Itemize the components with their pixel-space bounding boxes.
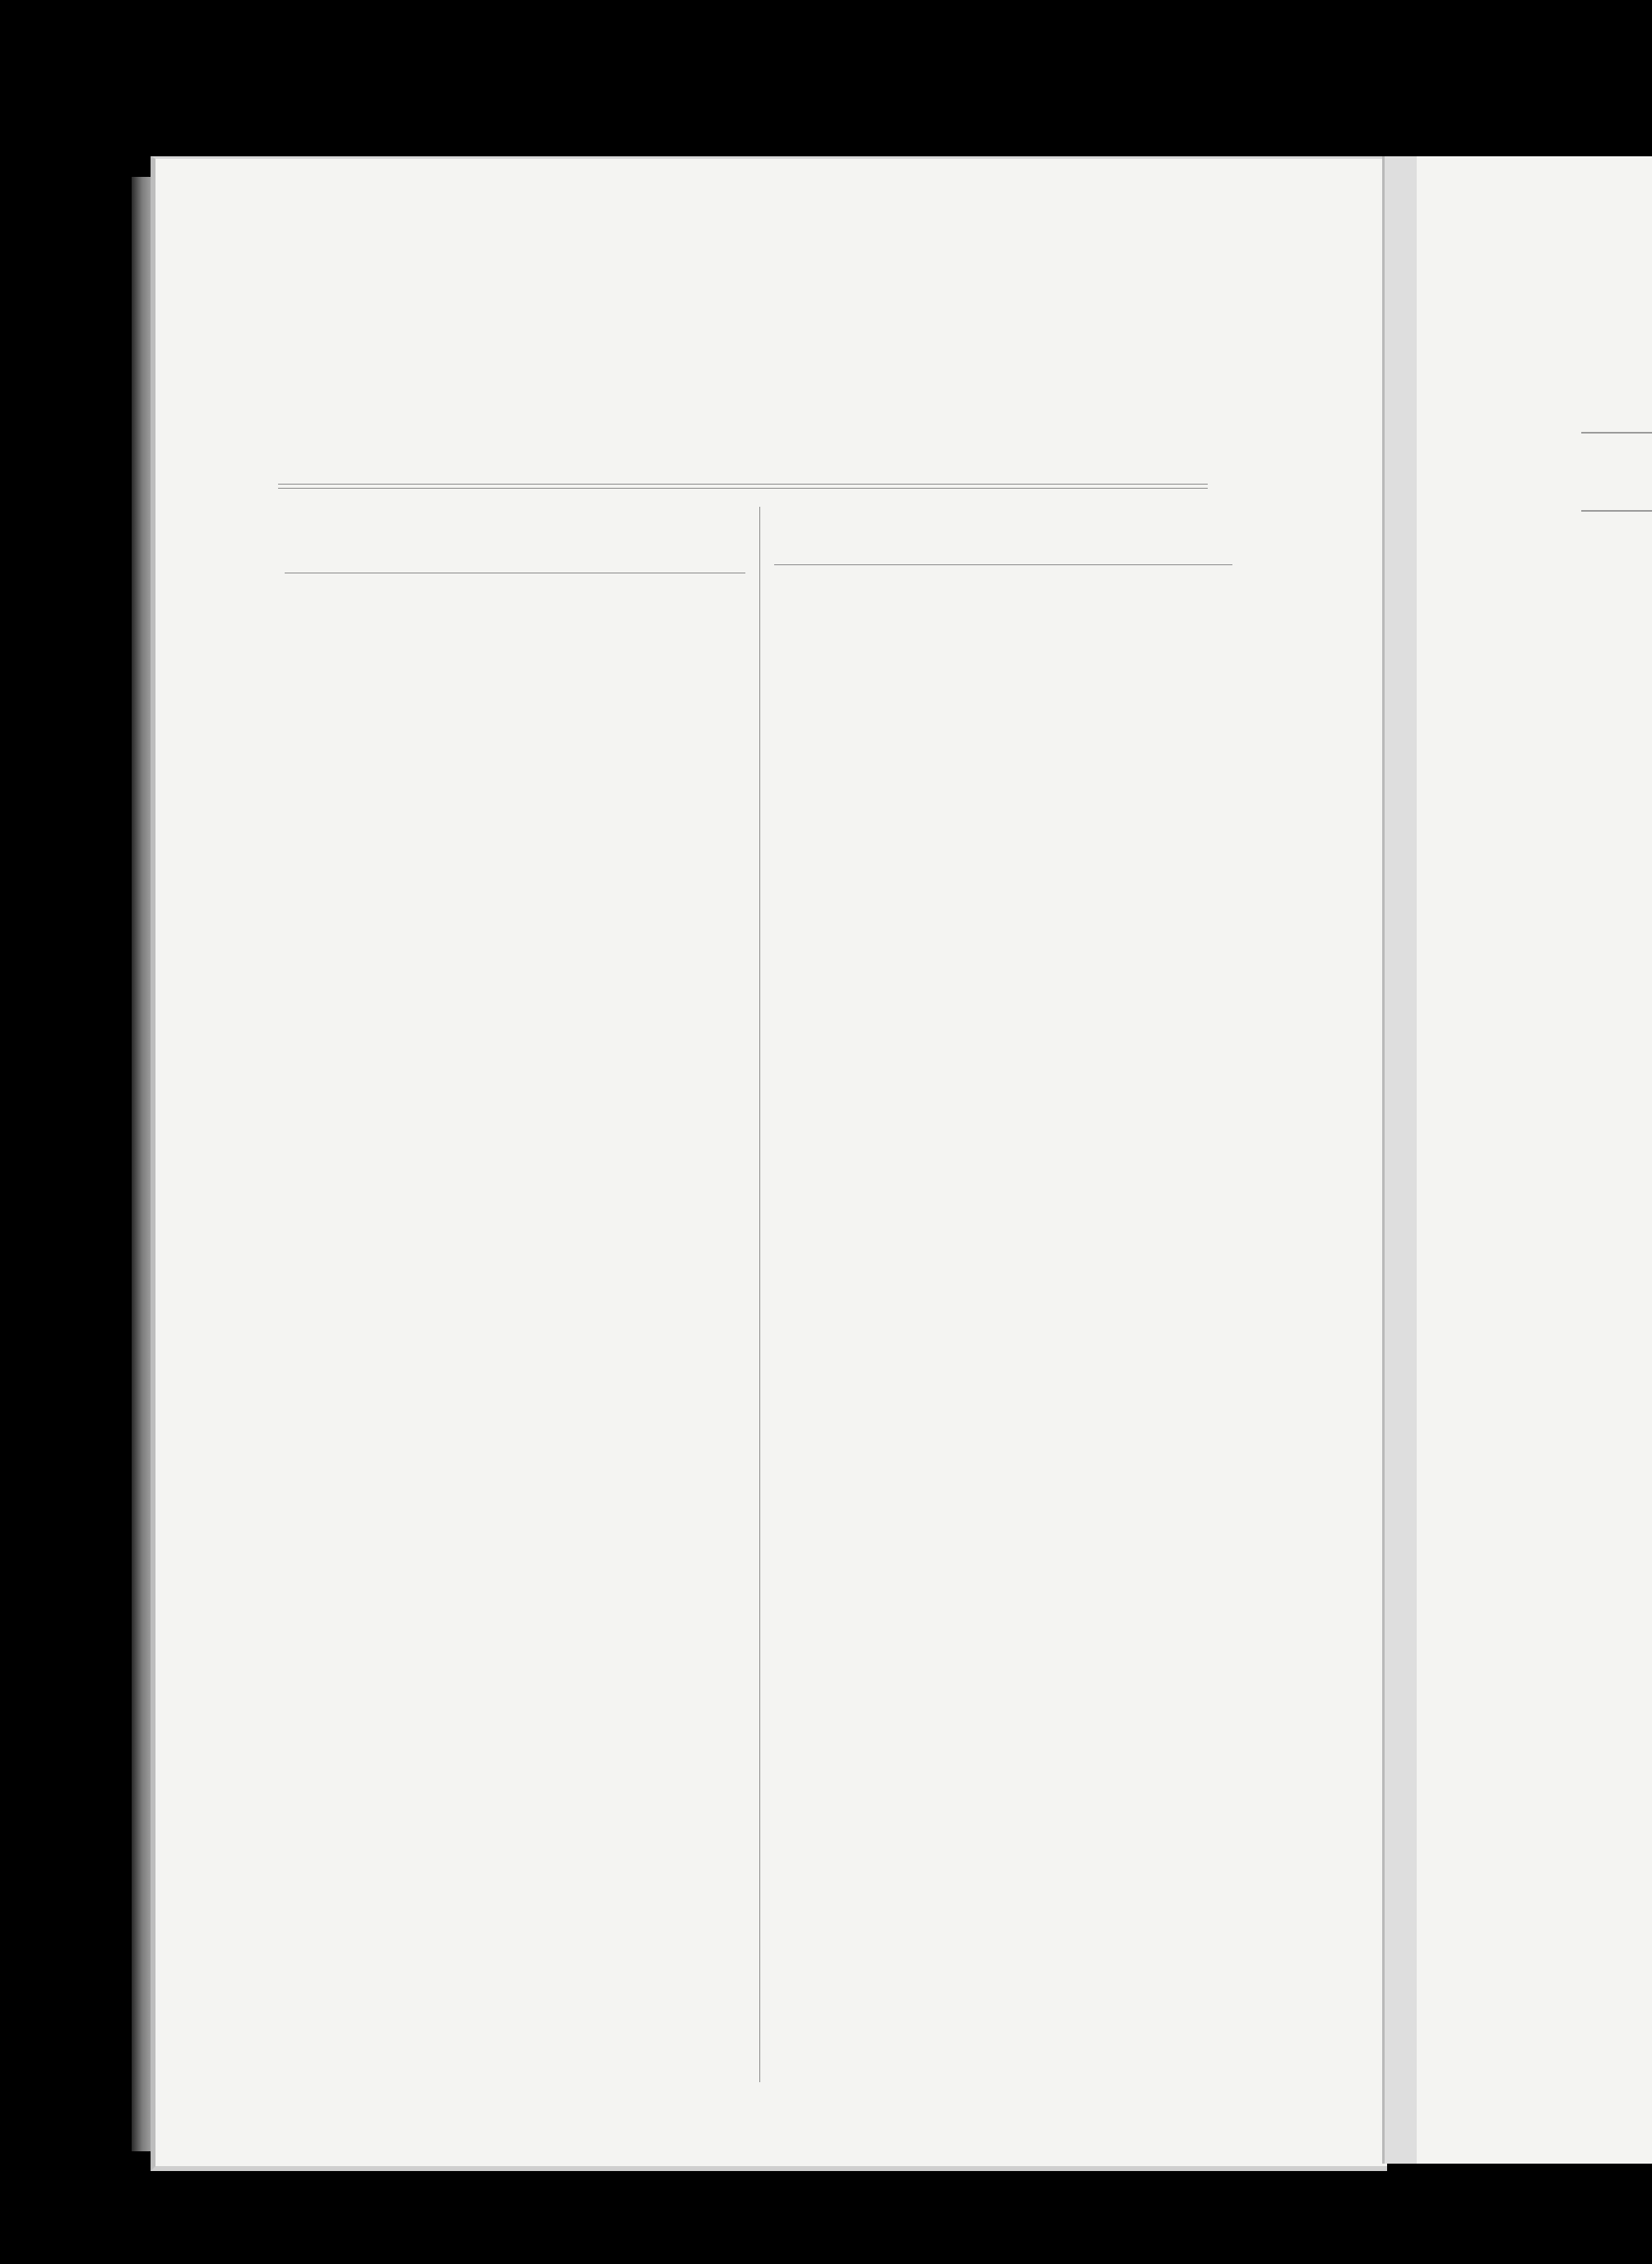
facing-page-rule — [1581, 432, 1652, 434]
column-divider — [759, 507, 760, 2082]
document-page — [151, 156, 1387, 2171]
facing-page-rule — [1581, 510, 1652, 512]
title-rule — [278, 484, 1208, 485]
page-gutter — [1382, 156, 1419, 2164]
title-rule-2 — [278, 488, 1208, 489]
facing-page — [1417, 156, 1652, 2164]
description-header-rule — [774, 564, 1232, 565]
